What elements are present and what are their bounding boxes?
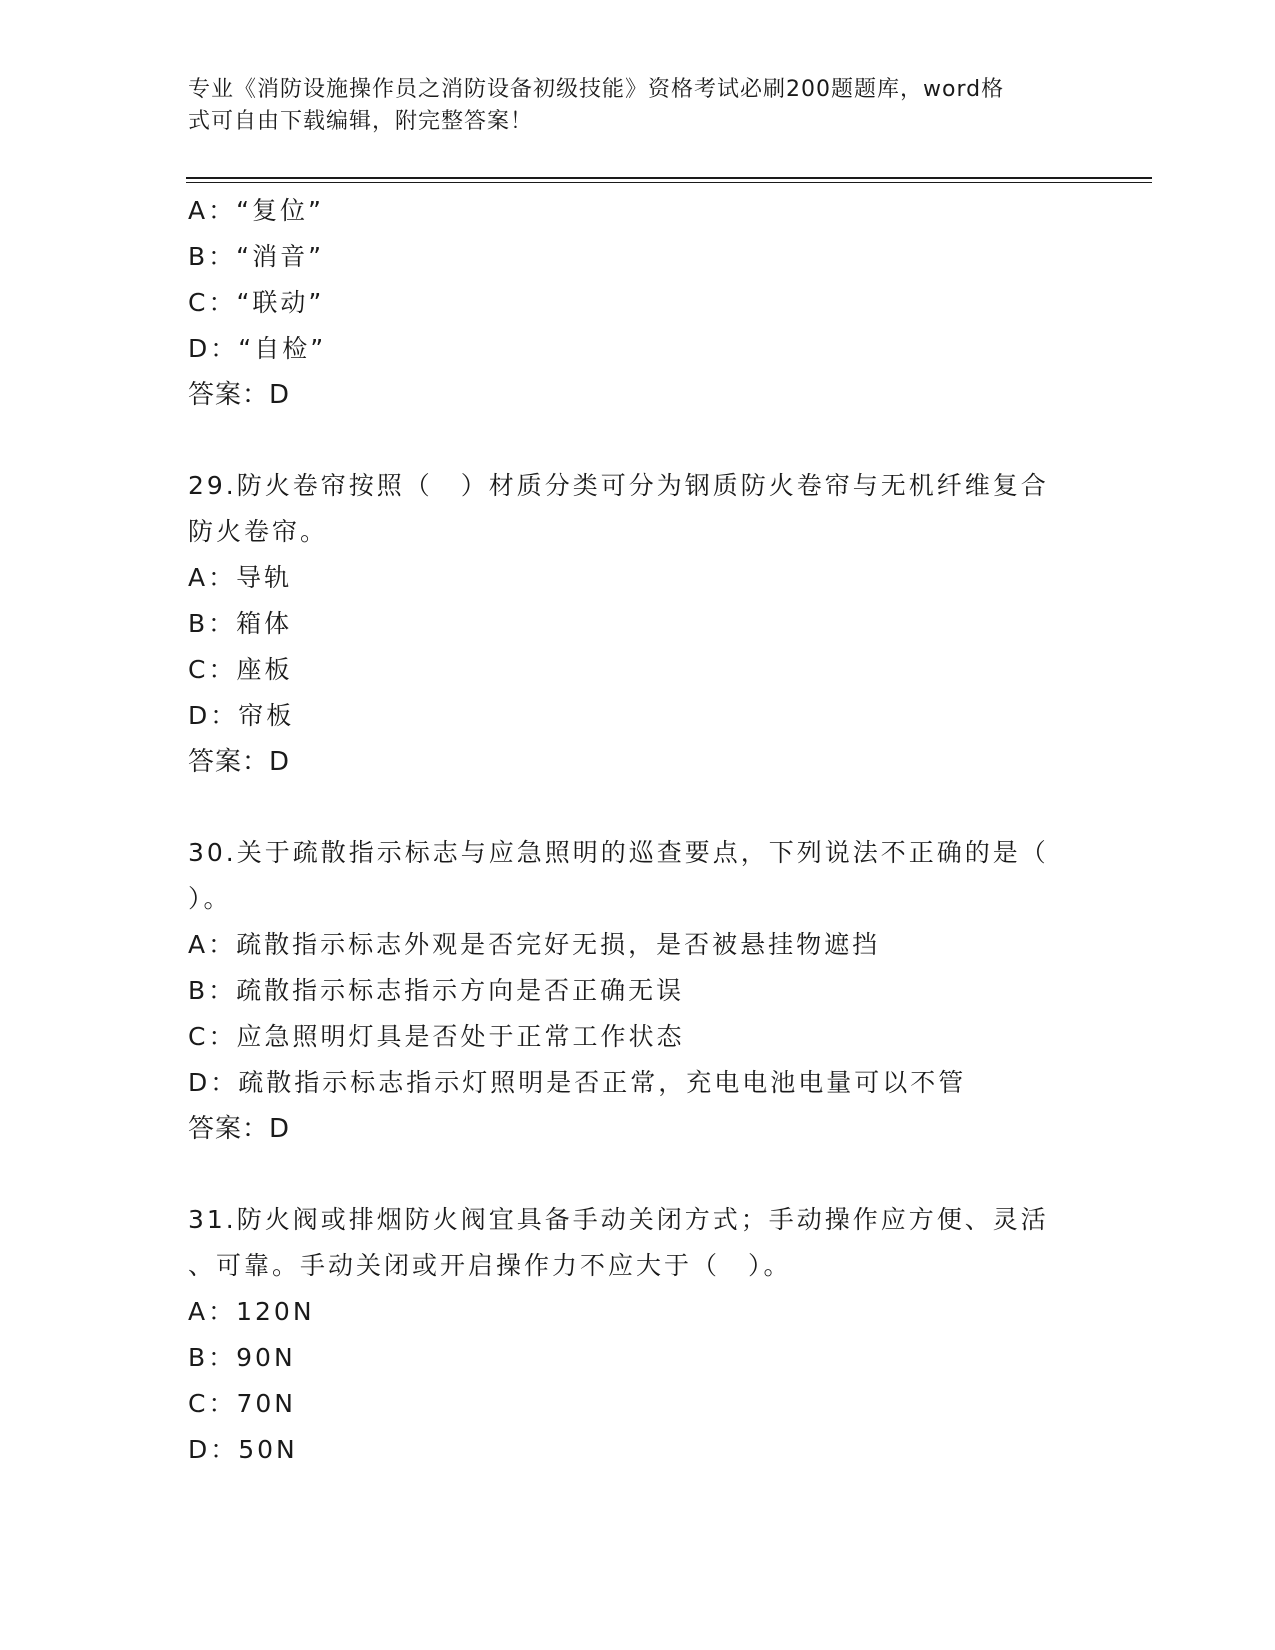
header-line-2: 式可自由下载编辑，附完整答案！ bbox=[188, 109, 534, 134]
option-c: C：应急照明灯具是否处于正常工作状态 bbox=[188, 1022, 685, 1051]
header-divider-thin bbox=[186, 182, 1152, 183]
option-c: C：座板 bbox=[188, 655, 293, 684]
header-line-1: 专业《消防设施操作员之消防设备初级技能》资格考试必刷200题题库，word格 bbox=[188, 77, 1005, 102]
question-29 bbox=[188, 463, 1088, 785]
question-stem-line-2: ）。 bbox=[188, 884, 232, 913]
header-divider-thick bbox=[186, 177, 1152, 179]
question-stem-line-2: 防火卷帘。 bbox=[188, 517, 329, 546]
question-list bbox=[188, 188, 1088, 1473]
option-a: A：120N bbox=[188, 1297, 315, 1326]
question-28 bbox=[188, 188, 1088, 418]
answer: 答案：D bbox=[188, 1114, 291, 1144]
option-c: C：70N bbox=[188, 1389, 296, 1418]
option-c: C：“联动” bbox=[188, 288, 325, 317]
option-d: D：“自检” bbox=[188, 334, 327, 363]
question-31 bbox=[188, 1197, 1088, 1473]
option-b: B：90N bbox=[188, 1343, 296, 1372]
option-b: B：疏散指示标志指示方向是否正确无误 bbox=[188, 976, 685, 1005]
question-stem-line-2: 、可靠。手动关闭或开启操作力不应大于（ ）。 bbox=[188, 1251, 792, 1280]
question-stem-line-1: 30.关于疏散指示标志与应急照明的巡查要点，下列说法不正确的是（ bbox=[188, 838, 1049, 867]
option-a: A：疏散指示标志外观是否完好无损，是否被悬挂物遮挡 bbox=[188, 930, 881, 959]
question-stem-line-1: 31.防火阀或排烟防火阀宜具备手动关闭方式；手动操作应方便、灵活 bbox=[188, 1205, 1049, 1234]
option-b: B：“消音” bbox=[188, 242, 325, 271]
document-header bbox=[188, 74, 1088, 138]
option-a: A：“复位” bbox=[188, 196, 325, 225]
option-a: A：导轨 bbox=[188, 563, 293, 592]
question-30 bbox=[188, 830, 1088, 1152]
option-d: D：帘板 bbox=[188, 701, 295, 730]
question-stem-line-1: 29.防火卷帘按照（ ）材质分类可分为钢质防火卷帘与无机纤维复合 bbox=[188, 471, 1049, 500]
answer: 答案：D bbox=[188, 747, 291, 777]
option-d: D：50N bbox=[188, 1435, 298, 1464]
answer: 答案：D bbox=[188, 380, 291, 410]
option-d: D：疏散指示标志指示灯照明是否正常，充电电池电量可以不管 bbox=[188, 1068, 967, 1097]
option-b: B：箱体 bbox=[188, 609, 293, 638]
